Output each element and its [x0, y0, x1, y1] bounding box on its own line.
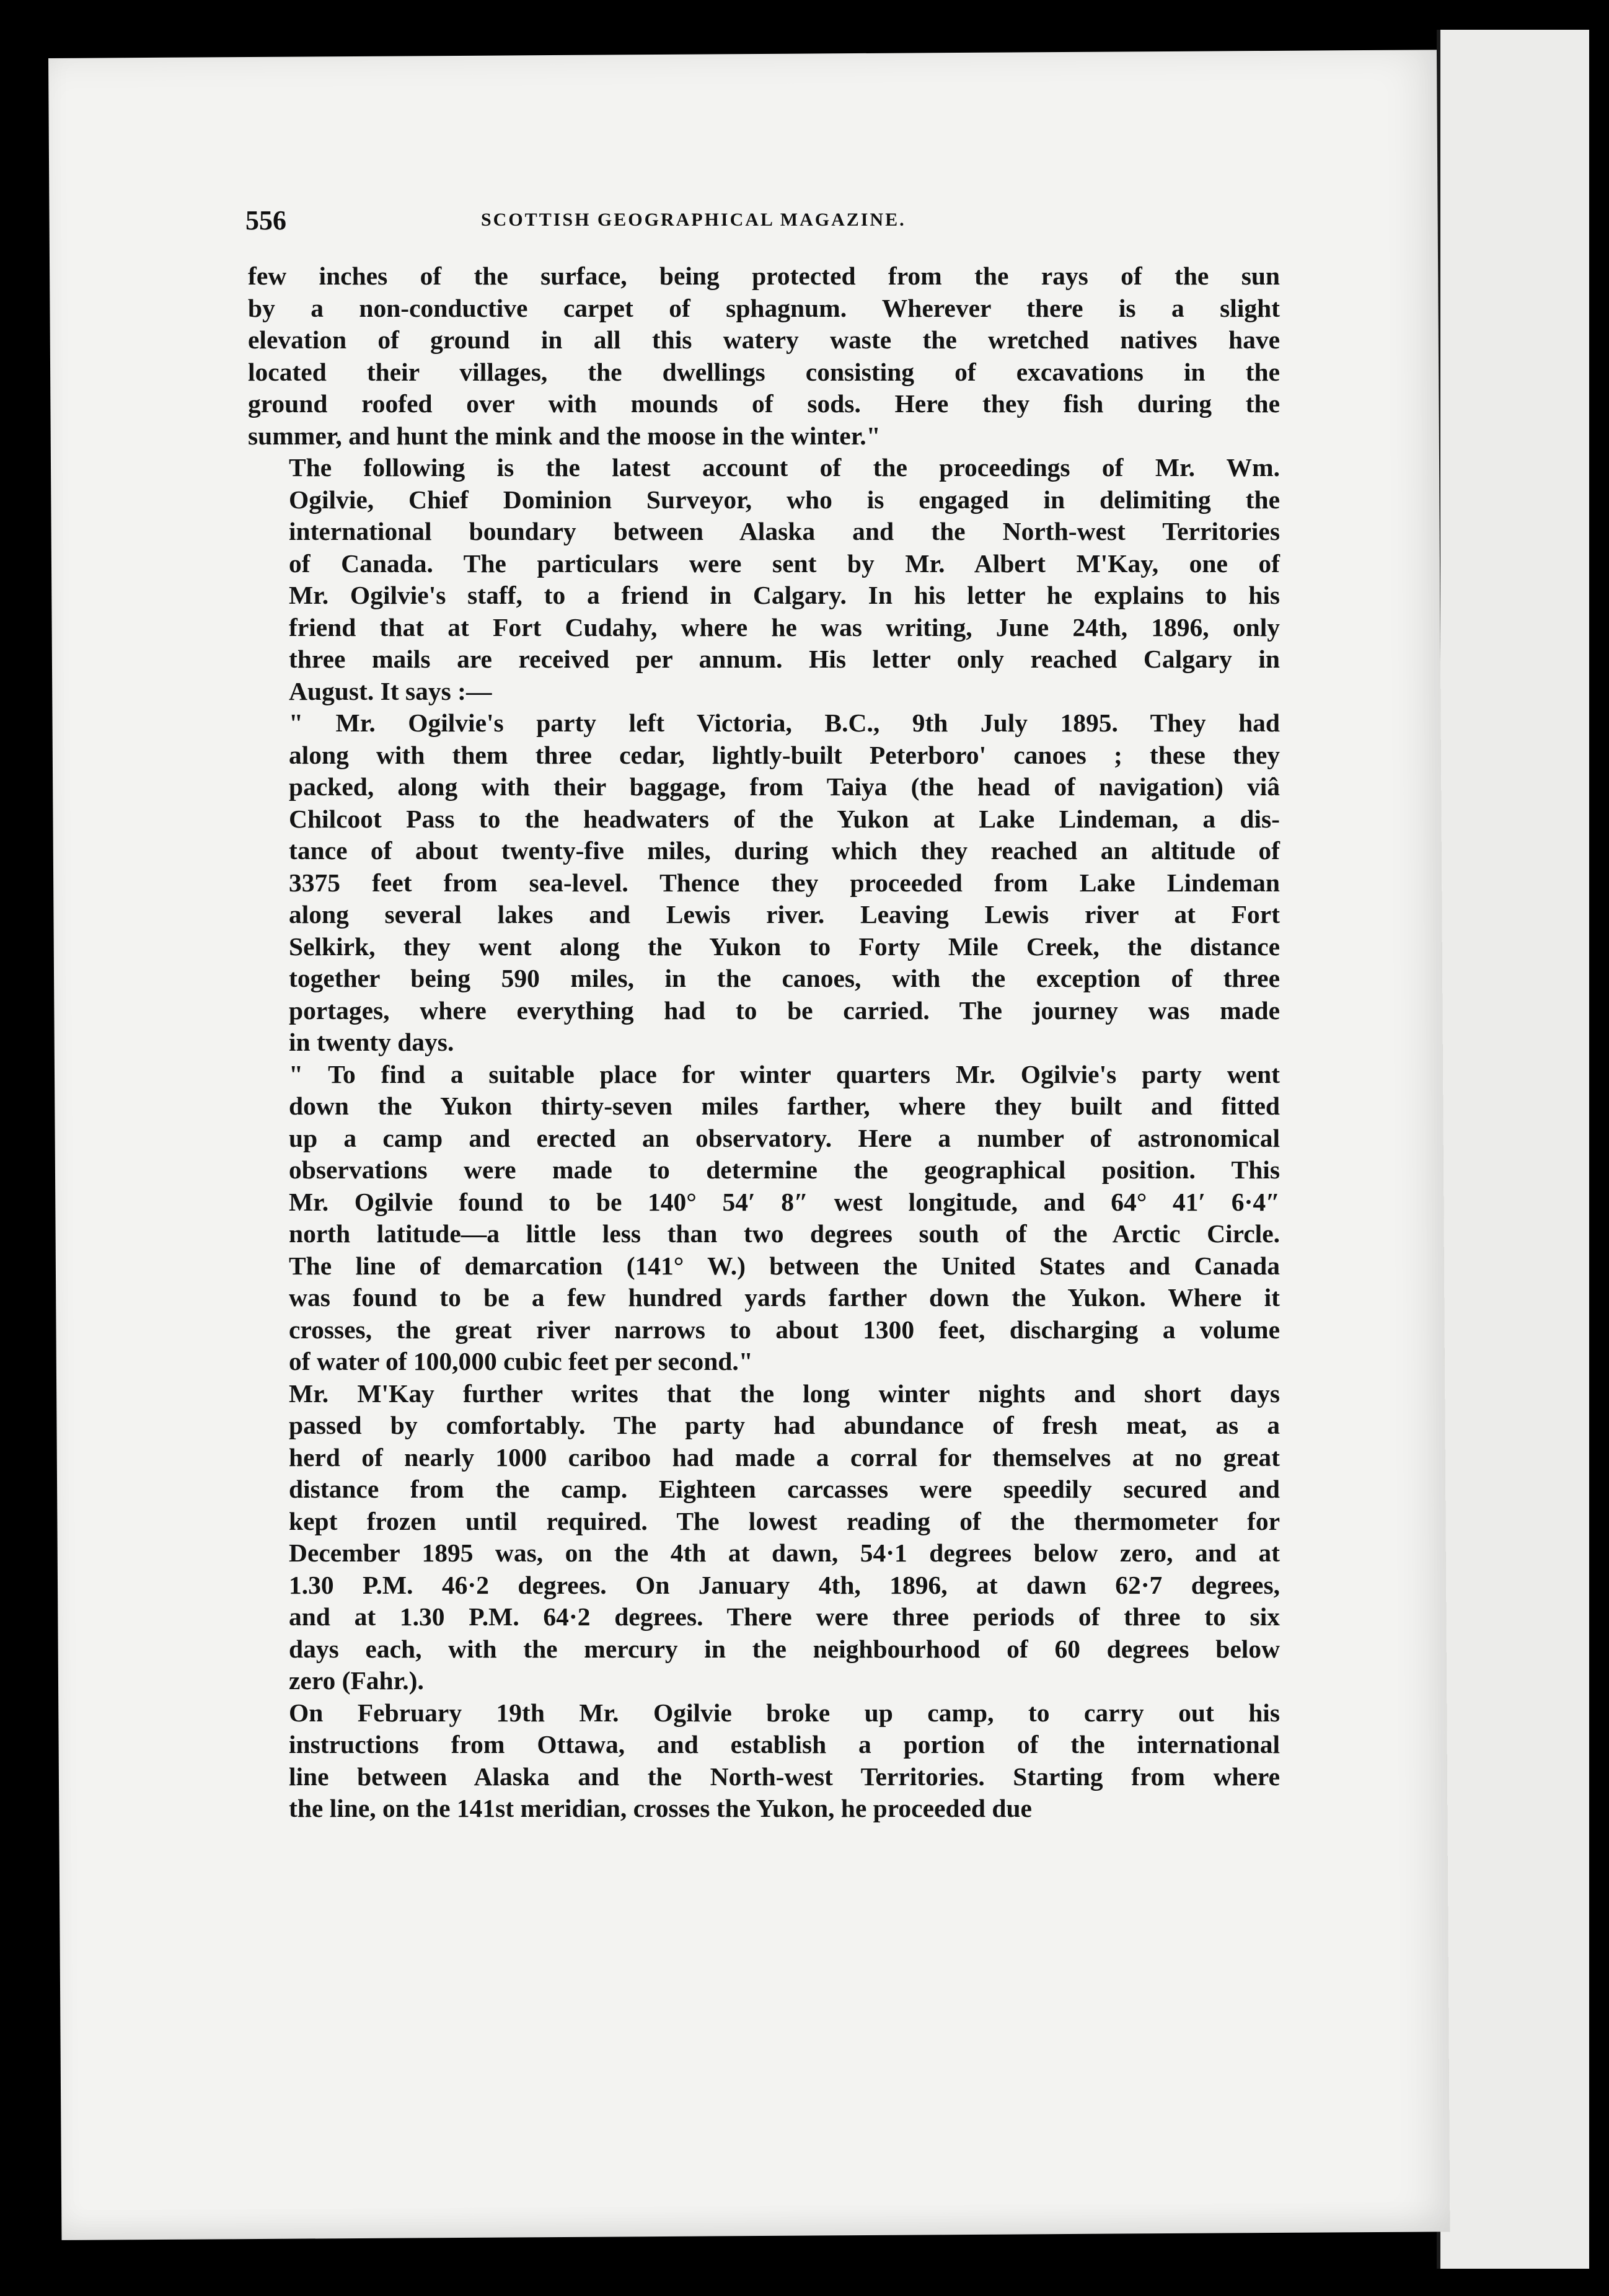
- text-line: international boundary between Alaska and the North-west Territories: [289, 517, 1280, 545]
- text-line: Selkirk, they went along the Yukon to Forty Mile Creek, the distance: [289, 932, 1280, 961]
- text-line: located their villages, the dwellings consisting of excavations in the: [248, 357, 1280, 386]
- paragraph: [248, 452, 1280, 707]
- text-line: Chilcoot Pass to the headwaters of the Yukon at Lake Lindeman, a dis-: [289, 804, 1280, 833]
- text-line: December 1895 was, on the 4th at dawn, 54·1 degrees below zero, and at: [289, 1539, 1280, 1567]
- paragraph: [248, 1059, 1280, 1378]
- text-line: down the Yukon thirty-seven miles farther, where they built and fitted: [289, 1092, 1280, 1120]
- paragraph: [248, 260, 1280, 452]
- text-line: distance from the camp. Eighteen carcasses were speedily secured and: [289, 1475, 1280, 1503]
- text-line: tance of about twenty-five miles, during which they reached an altitude of: [289, 836, 1280, 865]
- text-line: zero (Fahr.).: [289, 1666, 424, 1695]
- facing-page-edge: [1437, 30, 1589, 2269]
- text-line: On February 19th Mr. Ogilvie broke up camp, to carry out his: [289, 1698, 1280, 1727]
- article-body: [248, 260, 1280, 1825]
- text-line: instructions from Ottawa, and establish a portion of the international: [289, 1730, 1280, 1759]
- text-line: the line, on the 141st meridian, crosses the Yukon, he proceeded due: [289, 1794, 1032, 1822]
- page-number: 556: [245, 205, 286, 236]
- text-line: up a camp and erected an observatory. Here a number of astronomical: [289, 1123, 1280, 1152]
- text-line: along several lakes and Lewis river. Leaving Lewis river at Fort: [289, 900, 1280, 929]
- text-line: " Mr. Ogilvie's party left Victoria, B.C., 9th July 1895. They had: [289, 709, 1280, 737]
- text-line: August. It says :—: [289, 676, 492, 705]
- paragraph: [248, 1378, 1280, 1697]
- text-line: kept frozen until required. The lowest reading of the thermometer for: [289, 1506, 1280, 1535]
- text-line: together being 590 miles, in the canoes, with the exception of three: [289, 964, 1280, 992]
- text-line: observations were made to determine the geographical position. This: [289, 1155, 1280, 1184]
- text-line: north latitude—a little less than two degrees south of the Arctic Circle.: [289, 1219, 1280, 1248]
- text-line: of Canada. The particulars were sent by Mr. Albert M'Kay, one of: [289, 549, 1280, 578]
- text-line: The following is the latest account of the proceedings of Mr. Wm.: [289, 453, 1280, 482]
- text-line: along with them three cedar, lightly-built Peterboro' canoes ; these they: [289, 740, 1280, 769]
- text-line: was found to be a few hundred yards farther down the Yukon. Where it: [289, 1283, 1280, 1312]
- text-line: 1.30 P.M. 46·2 degrees. On January 4th, 1896, at dawn 62·7 degrees,: [289, 1570, 1280, 1599]
- text-line: passed by comfortably. The party had abundance of fresh meat, as a: [289, 1411, 1280, 1439]
- text-line: and at 1.30 P.M. 64·2 degrees. There were three periods of three to six: [289, 1602, 1280, 1631]
- text-line: " To find a suitable place for winter quarters Mr. Ogilvie's party went: [289, 1059, 1280, 1088]
- text-line: summer, and hunt the mink and the moose in the winter.": [248, 421, 881, 450]
- text-line: ground roofed over with mounds of sods. Here they fish during the: [248, 389, 1280, 418]
- text-line: packed, along with their baggage, from Taiya (the head of navigation) viâ: [289, 772, 1280, 801]
- text-line: friend that at Fort Cudahy, where he was writing, June 24th, 1896, only: [289, 612, 1280, 642]
- text-line: herd of nearly 1000 cariboo had made a corral for themselves at no great: [289, 1442, 1280, 1472]
- text-line: Mr. Ogilvie found to be 140° 54′ 8″ west longitude, and 64° 41′ 6·4″: [289, 1187, 1280, 1216]
- text-line: Mr. Ogilvie's staff, to a friend in Calgary. In his letter he explains to his: [289, 581, 1280, 609]
- paragraph: [248, 707, 1280, 1059]
- text-line: Ogilvie, Chief Dominion Surveyor, who is engaged in delimiting the: [289, 485, 1280, 514]
- text-line: Mr. M'Kay further writes that the long winter nights and short days: [289, 1379, 1280, 1408]
- text-line: by a non-conductive carpet of sphagnum. Wherever there is a slight: [248, 293, 1280, 322]
- paragraph: [248, 1697, 1280, 1825]
- text-line: in twenty days.: [289, 1028, 454, 1056]
- journal-title: SCOTTISH GEOGRAPHICAL MAGAZINE.: [481, 210, 906, 230]
- text-line: 3375 feet from sea-level. Thence they proceeded from Lake Lindeman: [289, 868, 1280, 897]
- text-line: of water of 100,000 cubic feet per second.": [289, 1347, 753, 1375]
- text-line: line between Alaska and the North-west Territories. Starting from where: [289, 1762, 1280, 1791]
- text-line: few inches of the surface, being protected from the rays of the sun: [248, 262, 1280, 290]
- running-head: [245, 205, 1002, 248]
- text-line: three mails are received per annum. His letter only reached Calgary in: [289, 645, 1280, 673]
- text-line: The line of demarcation (141° W.) between the United States and Canada: [289, 1251, 1280, 1280]
- text-line: portages, where everything had to be carried. The journey was made: [289, 996, 1280, 1025]
- text-line: elevation of ground in all this watery waste the wretched natives have: [248, 325, 1280, 354]
- text-line: crosses, the great river narrows to about 1300 feet, discharging a volume: [289, 1315, 1280, 1344]
- text-line: days each, with the mercury in the neighbourhood of 60 degrees below: [289, 1634, 1280, 1663]
